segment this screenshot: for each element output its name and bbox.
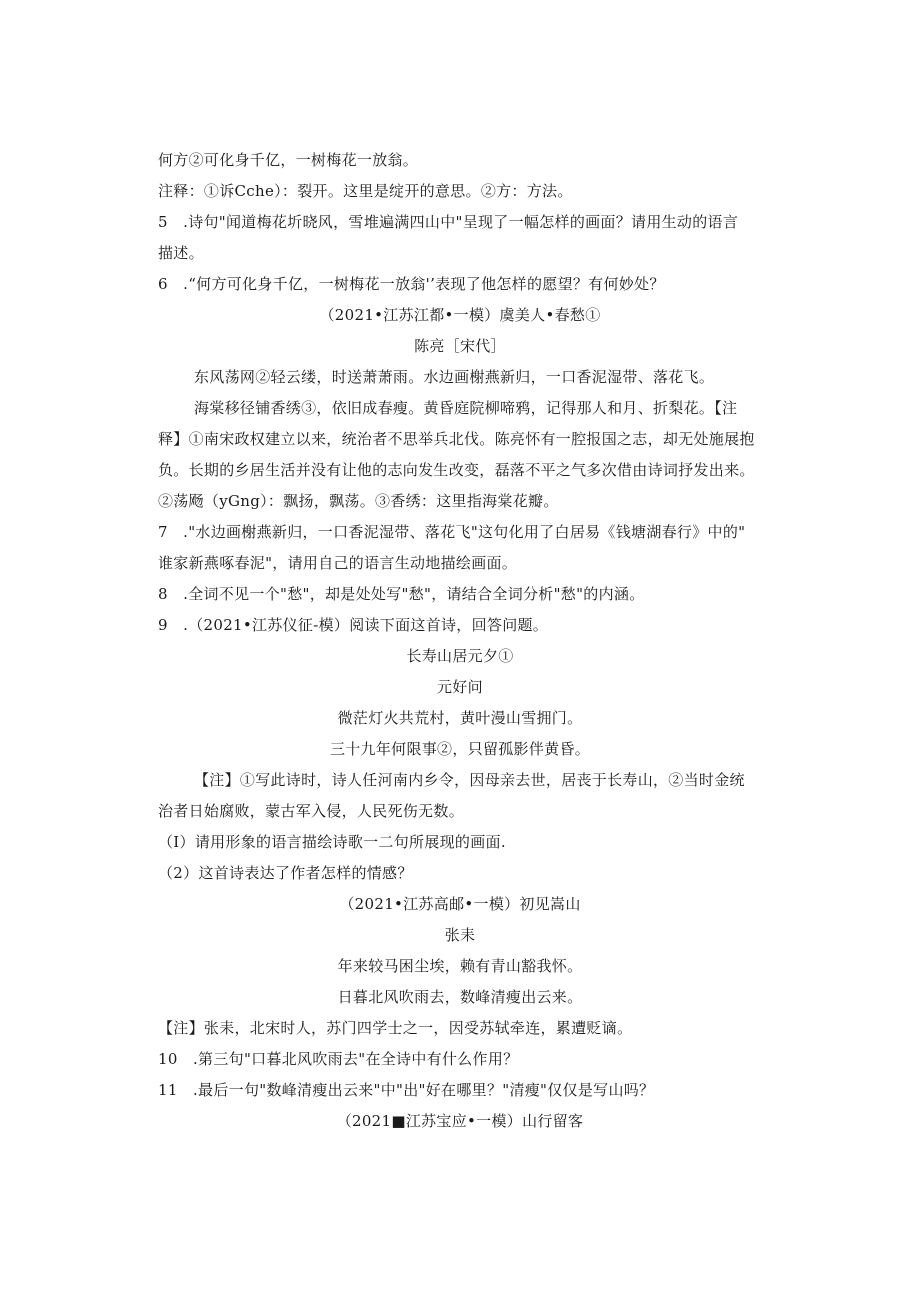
sub-question-2: （2）这首诗表达了作者怎样的情感？ <box>158 864 413 882</box>
poem-stanza-2: 海棠移径铺香绣③，依旧成春瘦。黄昏庭院柳啼鸦，记得那人和月、折梨花。【注 <box>194 399 738 417</box>
poem-author-chenliang: 陈亮［宋代］ <box>414 337 506 355</box>
poem-line-final: 何方②可化身千亿，一树梅花一放翁。 <box>158 151 419 169</box>
poem-author-yuanhaowen: 元好问 <box>437 678 483 696</box>
question-7-continued: 谁家新燕啄春泥"，请用自己的语言生动地描绘画面。 <box>158 554 518 572</box>
question-9: 9 .（2021•江苏仪征-模）阅读下面这首诗，回答问题。 <box>158 616 549 634</box>
note-zhanglei: 【注】张耒，北宋时人，苏门四学士之一，因受苏轼牵连，累遭贬谪。 <box>158 1019 633 1037</box>
question-8: 8 .全词不见一个"愁"，却是处处写"愁"，请结合全词分析"愁"的内涵。 <box>158 585 645 603</box>
poem-line-1: 微茫灯火共荒村，黄叶漫山雪拥门。 <box>337 709 583 727</box>
poem-title-shanxing: （2021■江苏宝应•一模）山行留客 <box>336 1112 584 1130</box>
poem-line-2: 三十九年何限事②，只留孤影伴黄昏。 <box>329 740 591 758</box>
annotation-text: 注释：①诉Cche）：裂开。这里是绽开的意思。②方：方法。 <box>158 182 573 200</box>
question-10: 10 .第三句"口暮北风吹雨去"在全诗中有什么作用？ <box>158 1050 519 1068</box>
note-text: 释】①南宋政权建立以来，统治者不思举兵北伐。陈亮怀有一腔报国之志，却无处施展抱 <box>158 430 755 448</box>
note-changshou-continued: 治者日始腐败，蒙古军入侵，人民死伤无数。 <box>158 802 465 820</box>
note-text-end: ②荡飏（yGng）：飘扬，飘荡。③香绣：这里指海棠花瓣。 <box>158 492 559 510</box>
poem-songshan-line-1: 年来较马困尘埃，赖有青山豁我怀。 <box>337 957 583 975</box>
question-5: 5 .诗句"闻道梅花圻晓风，雪堆遍满四山中"呈现了一幅怎样的画面？请用生动的语言 <box>158 213 739 231</box>
poem-songshan-line-2: 日暮北风吹雨去，数峰清瘦出云来。 <box>337 988 583 1006</box>
poem-title-yumeiren: （2021•江苏江都•一模）虞美人•春愁① <box>319 306 601 324</box>
poem-title-songshan: （2021•江苏高邮•一模）初见嵩山 <box>339 895 581 913</box>
note-text-continued: 负。长期的乡居生活并没有让他的志向发生改变，磊落不平之气多次借由诗词抒发出来。 <box>158 461 755 479</box>
poem-stanza-1: 东风荡网②轻云缕，时送萧萧雨。水边画榭燕新归，一口香泥湿带、落花飞。 <box>194 368 715 386</box>
question-5-continued: 描述。 <box>158 244 204 262</box>
sub-question-1: （I）请用形象的语言描绘诗歌一二句所展现的画面. <box>158 833 506 851</box>
poem-author-zhanglei: 张耒 <box>444 926 476 944</box>
question-11: 11 .最后一句"数峰清瘦出云来"中"出"好在哪里？"清瘦"仅仅是写山吗？ <box>158 1081 655 1099</box>
question-6: 6 .“何方可化身千亿，一树梅花一放翁'’表现了他怎样的愿望？有何妙处？ <box>158 275 665 293</box>
note-changshou: 【注】①写此诗时，诗人任河南内乡令，因母亲去世，居丧于长寿山，②当时金统 <box>194 771 745 789</box>
poem-title-changshou: 长寿山居元夕① <box>406 647 514 665</box>
question-7: 7 ."水边画榭燕新归，一口香泥湿带、落花飞"这句化用了白居易《钱塘湖春行》中的" <box>158 523 746 541</box>
